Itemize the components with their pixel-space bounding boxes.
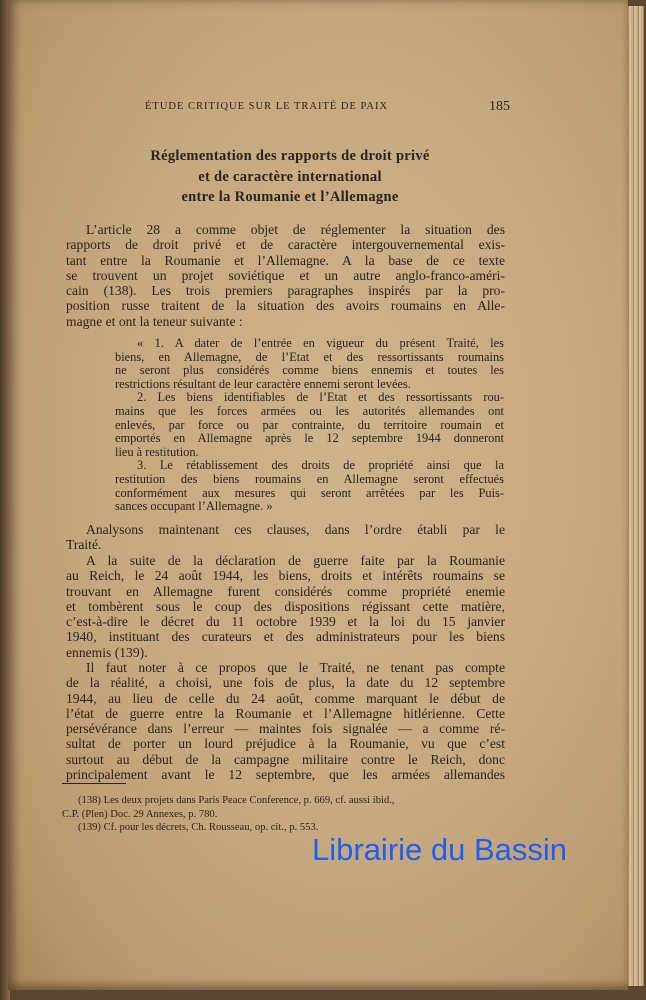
text-line: Analysons maintenant ces clauses, dans l’ordre établi par le: [86, 522, 505, 537]
text-line: A la suite de la déclaration de guerre faite par la Roumanie: [86, 553, 505, 568]
footnote-138-cont: C.P. (Plen) Doc. 29 Annexes, p. 780.: [62, 808, 218, 820]
text-line: sances occupant l’Allemagne. »: [115, 499, 273, 514]
text-line: 1940, instituant des curateurs et des administrateurs pour les biens: [66, 629, 505, 645]
paragraph-3: [66, 553, 505, 660]
treaty-quote: [115, 337, 504, 514]
text-line: emportés en Allemagne après le 12 septembre 1944 donneront: [115, 431, 504, 446]
paragraph-4: [66, 660, 505, 782]
text-line: principalement avant le 12 septembre, que les armées allemandes: [66, 767, 505, 783]
text-line: position russe traitent de la situation des avoirs roumains en Alle-: [66, 298, 505, 314]
text-line: L’article 28 a comme objet de réglementer la situation des: [86, 222, 505, 237]
section-title-line: entre la Roumanie et l’Allemagne: [181, 189, 399, 205]
text-line: rapports de droit privé et de caractère intergouvernemental exis-: [66, 237, 505, 253]
section-title-line: Réglementation des rapports de droit privé: [150, 148, 430, 164]
footnote-139: (139) Cf. pour les décrets, Ch. Rousseau, op. cit., p. 553.: [78, 822, 319, 833]
running-head-title: ÉTUDE CRITIQUE SUR LE TRAITÉ DE PAIX: [145, 101, 389, 112]
section-title-line: et de caractère international: [198, 168, 382, 185]
text-line: sultat de porter un lourd préjudice à la Roumanie, vu que c’est: [66, 736, 505, 752]
text-line: enlevés, par force ou par contrainte, du territoire roumain et: [115, 417, 504, 432]
text-line: l’état de guerre entre la Roumanie et l’Allemagne hitlérienne. Cette: [66, 705, 505, 721]
text-line: Il faut noter à ce propos que le Traité, ne tenant pas compte: [86, 660, 505, 675]
text-line: conformément aux mesures qui seront arrêtées par les Puis-: [115, 485, 504, 500]
text-line: ne seront plus considérés comme biens ennemis et toutes les: [115, 363, 504, 378]
text-line: mains que les forces armées ou les autorités allemandes ont: [115, 403, 504, 418]
footnote-138: (138) Les deux projets dans Paris Peace Conference, p. 669, cf. aussi ibid.,: [78, 795, 395, 806]
text-line: magne et ont la teneur suivante :: [66, 313, 243, 329]
text-line: Traité.: [66, 537, 102, 553]
text-line: surtout au début de la campagne militaire contre le Reich, donc: [66, 751, 505, 767]
paragraph-1: [66, 222, 505, 329]
text-line: tant entre la Roumanie et l’Allemagne. A la base de ce texte: [66, 252, 505, 268]
text-line: c’est-à-dire le décret du 11 octobre 1939 et la loi du 15 janvier: [66, 614, 505, 630]
text-line: restrictions résultant de leur caractère ennemi seront levées.: [115, 376, 411, 391]
page-number: 185: [489, 99, 510, 114]
page-stack-edges: [626, 6, 644, 986]
paragraph-2: [66, 522, 505, 553]
text-line: lieu à restitution.: [115, 444, 199, 459]
footnotes: [62, 794, 482, 835]
text-line: au Reich, le 24 août 1944, les biens, droits et intérêts roumains se: [66, 568, 505, 584]
text-line: 2. Les biens identifiables de l’Etat et des ressortissants rou-: [137, 390, 504, 405]
text-line: se trouvent un projet soviétique et un autre anglo-franco-améri-: [66, 267, 505, 283]
text-line: ennemis (139).: [66, 644, 148, 660]
text-line: et tombèrent sous le coup des dispositions régissant cette matière,: [66, 598, 505, 614]
section-title: [60, 146, 520, 208]
text-line: de la réalité, a choisi, une fois de plus, la date du 12 septembre: [66, 675, 505, 691]
text-line: « 1. A dater de l’entrée en vigueur du présent Traité, les: [137, 336, 504, 350]
text-line: biens, en Allemagne, de l’Etat et des ressortissants roumains: [115, 349, 504, 364]
watermark: Librairie du Bassin: [312, 832, 568, 867]
text-line: trouvant en Allemagne furent considérés comme propriété enemie: [66, 583, 505, 599]
text-line: 3. Le rétablissement des droits de propriété ainsi que la: [137, 458, 504, 473]
footnote-rule: [62, 783, 126, 784]
text-line: 1944, au lieu de celle du 24 août, comme marquant le début de: [66, 690, 505, 706]
text-line: cain (138). Les trois premiers paragraphes inspirés par la pro-: [66, 283, 505, 299]
text-line: persévérance dans l’erreur — maintes fois signalée — a comme ré-: [66, 721, 505, 737]
text-line: restitution des biens roumains en Allemagne seront effectués: [115, 471, 504, 486]
